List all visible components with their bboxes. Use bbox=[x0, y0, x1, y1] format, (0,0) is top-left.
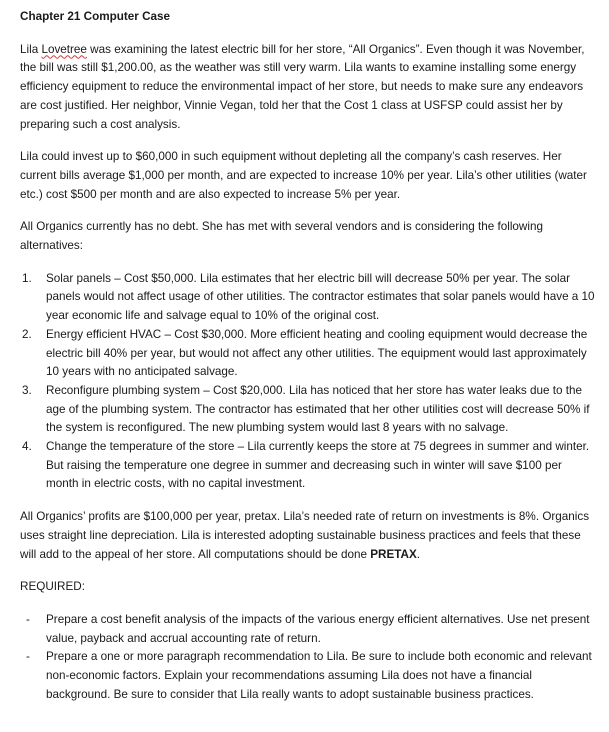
vendors-paragraph: All Organics currently has no debt. She has met with several vendors and is considering the following alternatives: bbox=[20, 220, 543, 253]
list-number: 4. bbox=[22, 440, 32, 454]
profits-paragraph bbox=[20, 508, 595, 564]
required-list bbox=[20, 611, 595, 705]
intro-name-first: Lila bbox=[20, 42, 42, 56]
alternatives-list bbox=[20, 270, 595, 494]
list-number: 1. bbox=[22, 271, 32, 285]
dash-marker: - bbox=[26, 650, 30, 664]
required-item bbox=[20, 648, 595, 704]
alternative-item bbox=[20, 270, 595, 326]
required-item bbox=[20, 611, 595, 648]
alternative-text: Energy efficient HVAC – Cost $30,000. More efficient heating and cooling equipment would decrease the electric bill 40% per year, but would not affect any other utilities. The equipment would last approximately 10 years with no anticipated salvage. bbox=[46, 327, 588, 379]
dash-marker: - bbox=[26, 612, 30, 626]
required-text: Prepare a one or more paragraph recommendation to Lila. Be sure to include both economic and relevant non-economic factors. Explain your recommendations assuming Lila does not have a financial background. Be sure to consider that Lila really wants to adopt sustainable business practices. bbox=[46, 650, 592, 701]
profits-end: . bbox=[416, 547, 420, 561]
required-heading: REQUIRED: bbox=[20, 580, 85, 594]
profits-text: All Organics’ profits are $100,000 per year, pretax. Lila’s needed rate of return on investments is 8%. Organics uses straight line depreciation. Lila is interested adopting sustainable business practices and feels that these will add to the appeal of her store. All computations should be done bbox=[20, 510, 590, 561]
spellcheck-word-lovetree: Lovetree bbox=[41, 42, 87, 56]
alternative-text: Solar panels – Cost $50,000. Lila estimates that her electric bill will decrease 50% per year. The solar panels would not affect usage of other utilities. The contractor estimates that solar panels would have a 10 year economic life and salvage equal to 10% of the original cost. bbox=[46, 271, 595, 323]
case-title: Chapter 21 Computer Case bbox=[20, 10, 171, 23]
intro-rest: was examining the latest electric bill for her store, “All Organics”. Even though it was November, the bill was still $1,200.00, as the weather was still very warm. Lila wants to examine installing some energy efficiency equipment to reduce the environmental impact of her store, but needs to make sure any endeavors are cost justified. Her neighbor, Vinnie Vegan, told her that the Cost 1 class at USFSP could assist her by preparing such a cost analysis. bbox=[20, 42, 585, 131]
investment-paragraph: Lila could invest up to $60,000 in such equipment without depleting all the company’s cash reserves. Her current bills average $1,000 per month, and are expected to increase 10% per year. Lila’s other utilities (water etc.) cost $500 per month and are also expected to increase 5% per year. bbox=[20, 150, 587, 201]
required-text: Prepare a cost benefit analysis of the impacts of the various energy efficient alternatives. Use net present value, payback and accrual accounting rate of return. bbox=[46, 612, 590, 645]
alternative-text: Change the temperature of the store – Lila currently keeps the store at 75 degrees in summer and winter. But raising the temperature one degree in summer and decreasing such in winter will save $100 per month in electric costs, with no capital investment. bbox=[46, 440, 590, 491]
pretax-emphasis: PRETAX bbox=[370, 547, 417, 561]
alternative-item bbox=[20, 326, 595, 382]
alternative-item bbox=[20, 382, 595, 438]
intro-paragraph bbox=[20, 41, 595, 135]
alternative-item bbox=[20, 438, 595, 494]
alternative-text: Reconfigure plumbing system – Cost $20,000. Lila has noticed that her store has water leaks due to the age of the plumbing system. The contractor has estimated that her other utilities cost will decrease 50% if the system is reconfigured. The new plumbing system would last 8 years with no salvage. bbox=[46, 383, 590, 435]
list-number: 2. bbox=[22, 327, 32, 341]
list-number: 3. bbox=[22, 383, 32, 397]
